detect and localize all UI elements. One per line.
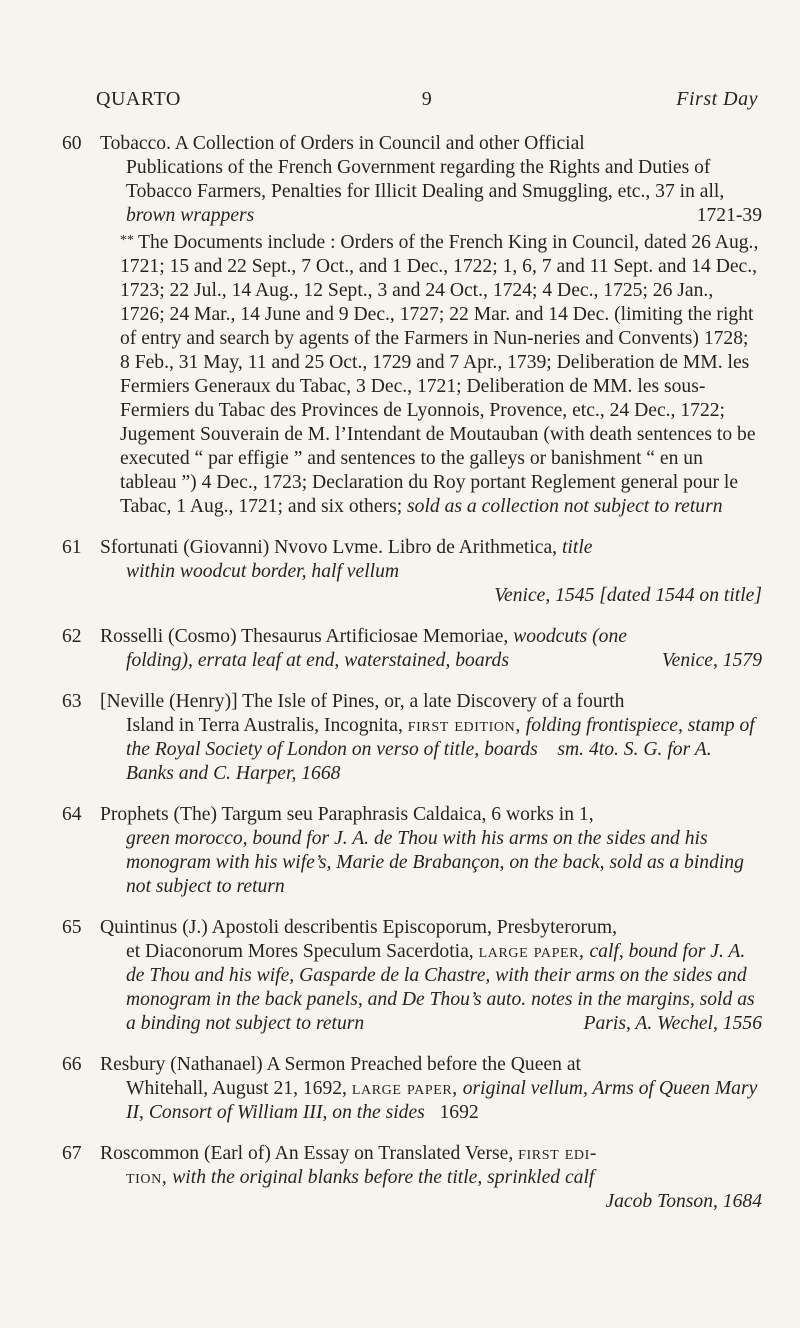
entry-heading-text: Rosselli (Cosmo) Thesaurus Artificiosae Memoriae, xyxy=(100,626,514,647)
entry-binding: with the original blanks before the title, sprinkled calf xyxy=(167,1167,595,1188)
entry-text-roman: Whitehall, August 21, 1692, xyxy=(126,1078,352,1099)
entry-binding: within woodcut border, half vellum xyxy=(126,561,400,582)
entry-edition-cont: tion, xyxy=(126,1167,168,1188)
entry-heading xyxy=(100,536,762,560)
page-number: 9 xyxy=(421,88,433,110)
entry-text xyxy=(100,156,762,228)
lot-number: 66 xyxy=(62,1054,82,1075)
lot-number: 60 xyxy=(62,133,82,154)
entry-heading: [Neville (Henry)] The Isle of Pines, or, a late Discovery of a fourth xyxy=(100,691,625,712)
entry-binding: brown wrappers xyxy=(126,205,255,226)
entry-heading: Tobacco. A Collection of Orders in Council and other Official xyxy=(100,133,585,154)
entry-description xyxy=(100,803,762,899)
entry-imprint: Venice, 1579 xyxy=(661,650,762,671)
catalogue-entry xyxy=(62,1053,762,1125)
lot-number: 65 xyxy=(62,917,82,938)
imprint-place: Venice, 1545 xyxy=(494,585,600,606)
entry-description xyxy=(100,132,762,519)
entry-binding: green morocco, bound for J. A. de Thou with his arms on the sides and his monogram with his wife’s, Marie de Brabançon, on the back, sold as a binding not subject to return xyxy=(126,828,744,897)
entry-text-roman: Island in Terra Australis, Incognita, xyxy=(126,715,408,736)
entry-text xyxy=(100,649,762,673)
entry-heading-text: Sfortunati (Giovanni) Nvovo Lvme. Libro de Arithmetica, xyxy=(100,537,562,558)
entry-edition: first edition, xyxy=(407,715,521,736)
lot-number: 62 xyxy=(62,626,82,647)
note-condition: sold as a collection not subject to return xyxy=(407,496,723,517)
entry-description xyxy=(100,690,762,786)
imprint-note: [dated 1544 on title] xyxy=(599,585,762,606)
catalogue-entry xyxy=(62,536,762,608)
catalogue-entry xyxy=(62,625,762,673)
entry-heading xyxy=(100,625,762,649)
entry-description xyxy=(100,916,762,1036)
entry-imprint: sm. 4to. S. G. for A. Banks and C. Harper, 1668 xyxy=(126,739,712,784)
entry-imprint: Paris, A. Wechel, 1556 xyxy=(583,1013,762,1034)
entry-text xyxy=(100,1077,762,1125)
entry-text-roman: et Diaconorum Mores Speculum Sacerdotia, xyxy=(126,941,479,962)
catalogue-entry xyxy=(62,803,762,899)
entry-dates: 1721-39 xyxy=(696,205,762,226)
entry-text-roman: Publications of the French Government regarding the Rights and Duties of Tobacco Farmers, Penalties for Illicit Dealing and Smuggling, etc., 37 in all, xyxy=(126,157,725,202)
entry-imprint: 1692 xyxy=(439,1102,479,1123)
lot-number: 64 xyxy=(62,804,82,825)
lot-number: 63 xyxy=(62,691,82,712)
entry-heading-italic: woodcuts (one xyxy=(513,626,627,647)
entry-heading-italic: title xyxy=(561,537,593,558)
entry-description xyxy=(100,625,762,673)
entry-note xyxy=(100,229,762,519)
entry-heading: Prophets (The) Targum seu Paraphrasis Caldaica, 6 works in 1, xyxy=(100,804,594,825)
lot-number: 61 xyxy=(62,537,82,558)
catalogue-entry xyxy=(62,916,762,1036)
entry-heading: Quintinus (J.) Apostoli describentis Episcoporum, Presbyterorum, xyxy=(100,917,618,938)
catalogue-entry xyxy=(62,1142,762,1214)
running-head-day: First Day xyxy=(676,88,758,110)
entry-binding: calf, bound for J. A. de Thou and his wife, Gasparde de la Chastre, with their arms on the sides and monogram in the back panels, and De Thou’s auto. notes in the margins, sold as a binding not subject to return xyxy=(126,941,755,1034)
catalogue-entries xyxy=(62,132,762,1231)
entry-imprint: Jacob Tonson, 1684 xyxy=(605,1191,762,1212)
entry-edition: first edi- xyxy=(518,1143,598,1164)
entry-text xyxy=(100,940,762,1036)
note-asterisks: ** xyxy=(120,233,134,248)
entry-heading: Resbury (Nathanael) A Sermon Preached before the Queen at xyxy=(100,1054,581,1075)
running-head-section: QUARTO xyxy=(96,88,181,110)
entry-heading xyxy=(100,1142,762,1166)
entry-paper: large paper, xyxy=(351,1078,458,1099)
entry-binding: original vellum, Arms of Queen Mary II, Consort of William III, on the sides xyxy=(126,1078,758,1123)
catalogue-entry xyxy=(62,132,762,519)
running-head xyxy=(96,88,758,118)
entry-paper: large paper, xyxy=(478,941,585,962)
note-text: The Documents include : Orders of the French King in Council, dated 26 Aug., 1721; 15 and 22 Sept., 7 Oct., and 1 Dec., 1722; 1, 6, 7 and 11 Sept. and 14 Dec., 1723; 22 Jul., 14 Aug., 12 Sept., 3 and 24 Oct., 1724; 4 Dec., 1725; 26 Jan., 1726; 24 Mar., 14 June and 9 Dec., 1727; 22 Mar. and 14 Dec. (limiting the right of entry and search by agents of the Farmers in Nun-neries and Convents) 1728; 8 Feb., 31 May, 11 and 25 Oct., 1729 and 7 Apr., 1739; Deliberation de MM. les Fermiers Generaux du Tabac, 3 Dec., 1721; Deliberation de MM. les sous-Fermiers du Tabac des Provinces de Lyonnois, Provence, etc., 24 Dec., 1722; Jugement Souverain de M. l’Intendant de Moutauban (with death sentences to be executed “ par effigie ” and sentences to the galleys or banishment “ en un tableau ”) 4 Dec., 1723; Declaration du Roy portant Reglement general pour le Tabac, 1 Aug., 1721; and six others; xyxy=(120,232,759,517)
entry-text xyxy=(100,714,762,786)
catalogue-entry xyxy=(62,690,762,786)
entry-heading-text: Roscommon (Earl of) An Essay on Translated Verse, xyxy=(100,1143,519,1164)
entry-description xyxy=(100,1053,762,1125)
lot-number: 67 xyxy=(62,1143,82,1164)
entry-binding: folding frontispiece, stamp of the Royal Society of London on verso of title, boards xyxy=(126,715,755,760)
entry-description xyxy=(100,536,762,608)
entry-binding: folding), errata leaf at end, waterstained, boards xyxy=(126,650,509,671)
entry-text xyxy=(100,1166,762,1190)
entry-description xyxy=(100,1142,762,1214)
entry-imprint xyxy=(100,584,762,608)
